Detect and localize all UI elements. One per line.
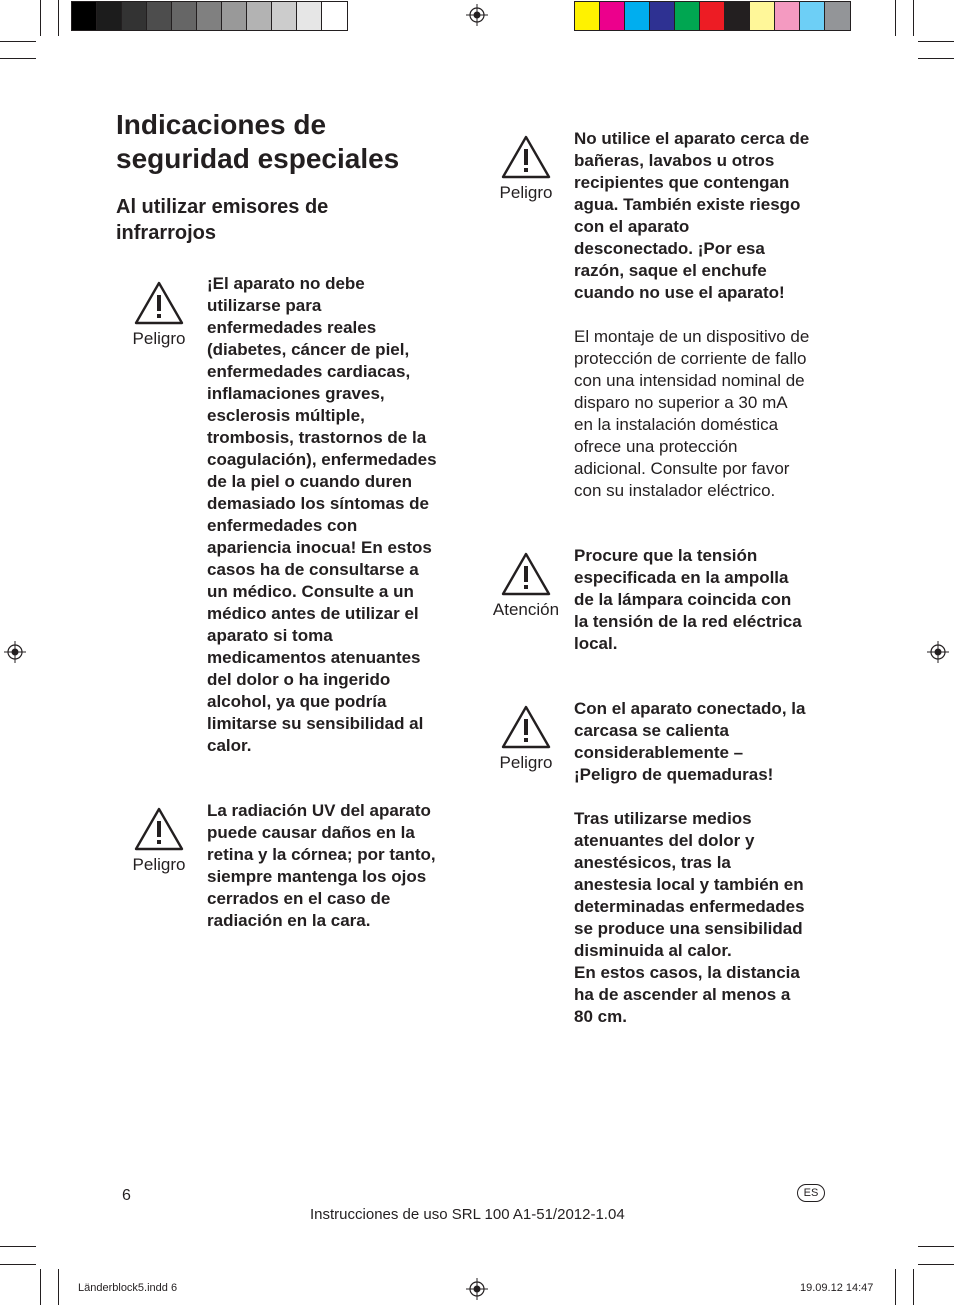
calibration-swatch (172, 2, 197, 30)
warning-paragraph: Procure que la tensión especificada en la ampolla de la lámpara coincida con la tensión de la red eléctrica local. (574, 546, 802, 653)
warning-label: Peligro (499, 183, 553, 202)
calibration-swatch (222, 2, 247, 30)
warning-triangle-icon (500, 551, 552, 597)
slug-filename: Länderblock5.indd 6 (78, 1282, 178, 1294)
warning-text (574, 545, 824, 655)
calibration-swatch (197, 2, 222, 30)
warning-label: Peligro (499, 753, 553, 772)
document-reference: Instrucciones de uso SRL 100 A1-51/2012-1.04 (310, 1206, 625, 1223)
warning-paragraph: Tras utilizarse medios atenuantes del dolor y anestésicos, tras la anestesia local y también en determinadas enfermedades se produce una sensibilidad disminuida al calor. En estos casos, la distancia ha de ascender al menos a 80 cm. (574, 809, 805, 1026)
warning-block-icon-group (491, 704, 561, 774)
calibration-swatch (297, 2, 322, 30)
calibration-swatch (700, 2, 725, 30)
crop-mark (918, 41, 954, 42)
calibration-swatch (147, 2, 172, 30)
section-subtitle-line: Al utilizar emisores de (116, 196, 329, 218)
crop-mark (918, 1264, 954, 1265)
crop-mark (0, 58, 36, 59)
calibration-swatch (122, 2, 147, 30)
calibration-swatch (247, 2, 272, 30)
crop-mark (918, 1246, 954, 1247)
color-calibration-bar (574, 1, 851, 31)
warning-triangle-icon (133, 806, 185, 852)
warning-paragraph: Con el aparato conectado, la carcasa se calienta considerablemente – ¡Peligro de quemaduras! (574, 699, 806, 784)
registration-mark-icon (466, 1278, 488, 1300)
calibration-swatch (322, 2, 347, 30)
page-number: 6 (122, 1187, 131, 1204)
warning-text (574, 128, 824, 502)
warning-text (207, 273, 455, 757)
warning-paragraph: ¡El aparato no debe utilizarse para enfermedades reales (diabetes, cáncer de piel, enfermedades cardiacas, inflamaciones graves, esclerosis múltiple, trombosis, trastornos de la coagulación), enfermedades de la piel o cuando duren demasiado los síntomas de enfermedades con apariencia inocua! En estos casos ha de consultarse a un médico. Consulte a un médico antes de utilizar el aparato si toma medicamentos atenuantes del dolor o ha ingerido alcohol, ya que podría limitarse su sensibilidad al calor. (207, 274, 437, 755)
grayscale-calibration-bar (71, 1, 348, 31)
warning-text (574, 698, 824, 1028)
calibration-swatch (825, 2, 850, 30)
calibration-swatch (675, 2, 700, 30)
calibration-swatch (72, 2, 97, 30)
section-subtitle (116, 194, 446, 246)
calibration-swatch (600, 2, 625, 30)
warning-paragraph: La radiación UV del aparato puede causar daños en la retina y la córnea; por tanto, siempre mantenga los ojos cerrados en el caso de radiación en la cara. (207, 801, 436, 930)
warning-block-icon-group (124, 806, 194, 876)
warning-text (207, 800, 455, 932)
page-title-line: Indicaciones de (116, 109, 327, 140)
calibration-swatch (625, 2, 650, 30)
crop-mark (895, 1269, 896, 1305)
warning-label: Atención (492, 600, 560, 619)
warning-label: Peligro (132, 855, 186, 874)
crop-mark (913, 0, 914, 36)
info-paragraph: El montaje de un dispositivo de protección de corriente de fallo con una intensidad nominal de disparo no superior a 30 mA en la instalación doméstica ofrece una protección adicional. Consulte por favor con su instalador eléctrico. (574, 327, 810, 500)
calibration-swatch (272, 2, 297, 30)
registration-mark-icon (4, 641, 26, 663)
slug-timestamp: 19.09.12 14:47 (800, 1282, 874, 1294)
crop-mark (0, 41, 36, 42)
crop-mark (913, 1269, 914, 1305)
warning-block-icon-group (491, 551, 561, 621)
crop-mark (918, 58, 954, 59)
language-badge: ES (797, 1184, 825, 1202)
crop-mark (0, 1246, 36, 1247)
page-heading (116, 108, 446, 246)
warning-label: Peligro (132, 329, 186, 348)
calibration-swatch (750, 2, 775, 30)
warning-triangle-icon (133, 280, 185, 326)
registration-mark-icon (927, 641, 949, 663)
calibration-swatch (800, 2, 825, 30)
calibration-swatch (575, 2, 600, 30)
warning-paragraph: No utilice el aparato cerca de bañeras, lavabos u otros recipientes que contengan agua. También existe riesgo con el aparato desconectado. ¡Por esa razón, saque el enchufe cuando no use el aparato! (574, 129, 810, 302)
crop-mark (58, 0, 59, 36)
calibration-swatch (97, 2, 122, 30)
page-title-line: seguridad especiales (116, 143, 400, 174)
calibration-swatch (650, 2, 675, 30)
calibration-swatch (725, 2, 750, 30)
registration-mark-icon (466, 4, 488, 26)
warning-block-icon-group (124, 280, 194, 350)
warning-block-icon-group (491, 134, 561, 204)
section-subtitle-line: infrarrojos (116, 222, 217, 244)
crop-mark (895, 0, 896, 36)
crop-mark (0, 1264, 36, 1265)
crop-mark (40, 0, 41, 36)
crop-mark (40, 1269, 41, 1305)
crop-mark (58, 1269, 59, 1305)
page-title (116, 108, 446, 176)
warning-triangle-icon (500, 704, 552, 750)
warning-triangle-icon (500, 134, 552, 180)
calibration-swatch (775, 2, 800, 30)
